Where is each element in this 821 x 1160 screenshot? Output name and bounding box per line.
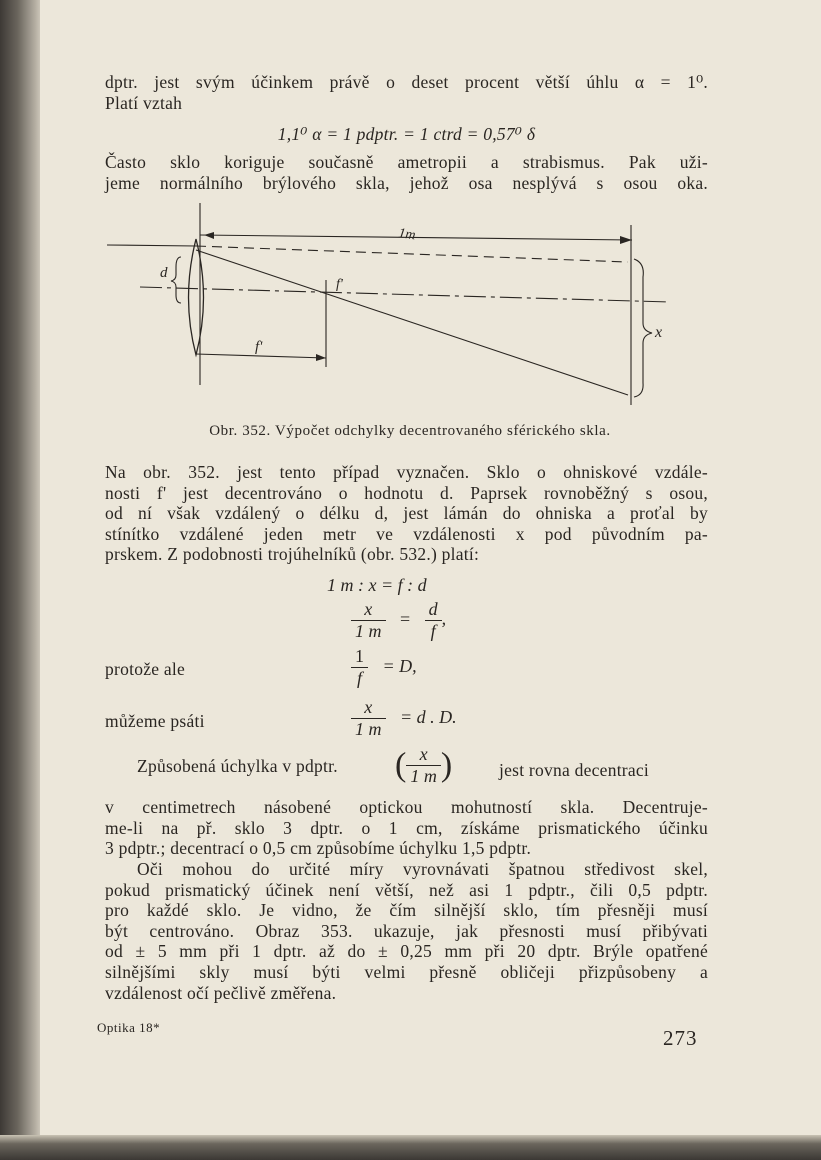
footer-signature: Optika 18* xyxy=(97,1020,161,1035)
text-line: dptr. jest svým účinkem právě o deset procent větší úhlu α = 1⁰. xyxy=(105,72,708,92)
scan-bottom-edge xyxy=(0,1135,821,1160)
equation-proportion: 1 m : x = f : d xyxy=(327,575,427,595)
arrowhead-left xyxy=(204,232,214,239)
paragraph-2 xyxy=(105,152,708,193)
original-ray-dashed xyxy=(196,246,628,262)
text-line: pokud prismatický účinek není větší, než asi 1 pdptr., čili 0,5 pdptr. xyxy=(105,879,708,900)
formula-angle-relation: 1,1⁰ α = 1 pdptr. = 1 ctrd = 0,57⁰ δ xyxy=(277,124,536,144)
text-line: jeme normálního brýlového skla, jehož osa nesplývá s osou oka. xyxy=(105,172,708,193)
equation-lead-protoze: protože ale xyxy=(105,659,185,679)
text-line: nosti f' jest decentrováno o hodnotu d. Paprsek rovnoběžný s osou, xyxy=(105,482,708,503)
text-line: stínítko vzdálené jeden metr ve vzdálenosti x pod původním pa- xyxy=(105,523,708,544)
equation-power xyxy=(351,646,417,689)
denominator: 1 m xyxy=(355,621,382,641)
paragraph-3 xyxy=(105,462,708,565)
paragraph-5 xyxy=(105,859,708,1003)
equation-ratio xyxy=(351,599,446,642)
numerator: x xyxy=(406,744,441,766)
top-dimension-line xyxy=(200,235,632,240)
label-f-prime-center: f' xyxy=(336,277,343,292)
arrowhead-right xyxy=(620,236,632,244)
numerator: x xyxy=(351,697,386,719)
paragraph-4 xyxy=(105,797,708,859)
text-line: prskem. Z podobnosti trojúhelníků (obr. 532.) platí: xyxy=(105,544,480,565)
figure-352-diagram xyxy=(0,195,821,420)
numerator: d xyxy=(425,599,442,621)
equation-lead-zpusobena: Způsobená úchylka v pdptr. xyxy=(137,756,338,776)
text-line: silnějšími skly musí býti velmi přesně obličeji přizpůsobeny a xyxy=(105,961,708,982)
denominator: f xyxy=(356,668,362,688)
equation-rhs: = d . D. xyxy=(400,706,457,727)
left-paren: ( xyxy=(395,746,407,784)
text-line: být centrováno. Obraz 353. ukazuje, jak přesnosti musí přibývati xyxy=(105,920,708,941)
figure-caption: Obr. 352. Výpočet odchylky decentrovaného sférického skla. xyxy=(209,423,611,439)
d-brace xyxy=(171,257,181,303)
text-line: od ± 5 mm při 1 dptr. až do ± 0,25 mm při 20 dptr. Brýle opatřené xyxy=(105,941,708,962)
text-line: Často sklo koriguje současně ametropii a strabismus. Pak uži- xyxy=(105,152,708,172)
text-line: od ní však vzdálený o délku d, jest lámán do ohniska a proťal by xyxy=(105,503,708,524)
text-line: 3 pdptr.; decentrací o 0,5 cm způsobíme úchylku 1,5 pdptr. xyxy=(105,838,532,859)
text-line: Na obr. 352. jest tento případ vyznačen. Sklo o ohniskové vzdále- xyxy=(105,462,708,482)
label-f-prime-bottom: f' xyxy=(255,339,263,355)
equation-paren-fraction xyxy=(395,744,452,787)
text-line: Platí vztah xyxy=(105,92,183,113)
refracted-ray xyxy=(196,250,628,395)
equation-tail: jest rovna decentraci xyxy=(499,760,650,780)
fraction xyxy=(406,744,441,787)
numerator: 1 xyxy=(351,646,368,668)
equation-rhs: = D, xyxy=(382,655,417,676)
fraction xyxy=(351,697,386,740)
comma: , xyxy=(441,608,447,629)
fraction xyxy=(351,646,368,689)
text-line: Oči mohou do určité míry vyrovnávati špatnou středivost skel, xyxy=(137,859,708,879)
label-x: x xyxy=(655,324,663,341)
equation-lead-muzeme: můžeme psáti xyxy=(105,711,205,731)
fraction xyxy=(425,599,442,642)
incoming-ray xyxy=(107,245,196,246)
x-brace xyxy=(634,259,652,397)
equation-deviation xyxy=(351,697,457,740)
right-paren: ) xyxy=(440,746,453,784)
text-line: me-li na př. sklo 3 dptr. o 1 cm, získáme prismatického účinku xyxy=(105,817,708,838)
label-d: d xyxy=(160,265,168,281)
lens-shape xyxy=(189,239,204,355)
text-line: vzdálenost očí pečlivě změřena. xyxy=(105,982,337,1003)
arrowhead-focal xyxy=(316,354,326,361)
numerator: x xyxy=(351,599,386,621)
denominator: 1 m xyxy=(355,719,382,739)
text-line: pro každé sklo. Je vidno, že čím silnější sklo, tím přesněji musí xyxy=(105,900,708,921)
book-spine-shadow xyxy=(0,0,44,1160)
text-line: v centimetrech násobené optickou mohutností skla. Decentruje- xyxy=(105,797,708,817)
optical-axis xyxy=(140,287,670,302)
paragraph-1 xyxy=(105,72,708,113)
page-number: 273 xyxy=(663,1026,698,1050)
equals-sign: = xyxy=(400,608,411,629)
fraction xyxy=(351,599,386,642)
denominator: f xyxy=(430,621,436,641)
label-1m: 1m xyxy=(397,226,417,244)
denominator: 1 m xyxy=(410,766,437,786)
